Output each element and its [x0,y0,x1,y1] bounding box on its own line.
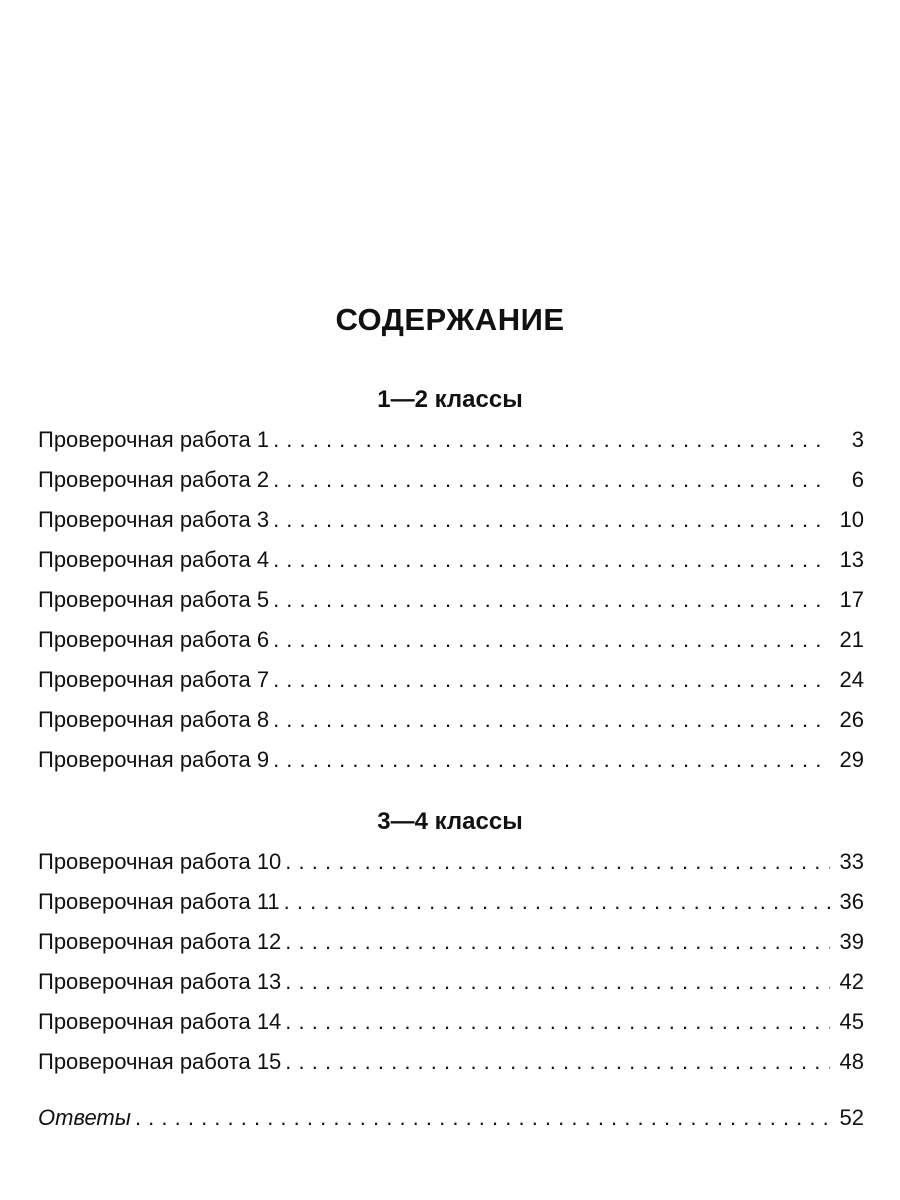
toc-entry-page: 26 [839,707,864,732]
dot-leader [273,587,830,613]
toc-entry-label: Ответы [38,1105,131,1130]
section-heading-grades-1-2: 1—2 классы [377,386,523,413]
dot-leader [285,929,830,955]
toc-entry[interactable] [38,849,864,889]
toc-title: СОДЕРЖАНИЕ [335,302,565,337]
toc-entry-page: 48 [839,1049,864,1074]
toc-entry-answers[interactable] [38,1105,864,1145]
toc-entry-label: Проверочная работа 8 [38,707,270,732]
toc-entry[interactable] [38,467,864,507]
toc-entry-page: 13 [839,547,864,572]
toc-entry[interactable] [38,667,864,707]
dot-leader [273,507,830,533]
dot-leader [285,969,830,995]
toc-entry-label: Проверочная работа 9 [38,747,270,772]
toc-entry-label: Проверочная работа 3 [38,507,270,532]
dot-leader [284,889,830,915]
toc-entry-page: 52 [839,1105,864,1130]
toc-entry-page: 33 [839,849,864,874]
toc-entry[interactable] [38,889,864,929]
toc-entry-page: 17 [839,587,864,612]
toc-entry[interactable] [38,1049,864,1089]
toc-entry-page: 3 [851,427,864,452]
section-heading-grades-3-4: 3—4 классы [377,808,523,835]
toc-entry[interactable] [38,969,864,1009]
toc-entry-label: Проверочная работа 15 [38,1049,282,1074]
toc-entry-label: Проверочная работа 7 [38,667,270,692]
toc-entry-label: Проверочная работа 10 [38,849,282,874]
toc-entry-label: Проверочная работа 14 [38,1009,282,1034]
dot-leader [273,467,830,493]
toc-entry-label: Проверочная работа 13 [38,969,282,994]
dot-leader [285,1009,830,1035]
toc-entry-page: 6 [851,467,864,492]
dot-leader [273,707,830,733]
toc-entry[interactable] [38,547,864,587]
toc-entry-page: 10 [839,507,864,532]
toc-entry[interactable] [38,587,864,627]
dot-leader [273,747,830,773]
dot-leader [273,427,830,453]
toc-entry-label: Проверочная работа 4 [38,547,270,572]
toc-entry-page: 42 [839,969,864,994]
toc-entry-page: 36 [839,889,864,914]
dot-leader [135,1105,830,1131]
toc-entry[interactable] [38,1009,864,1049]
toc-entry-label: Проверочная работа 1 [38,427,270,452]
toc-entry[interactable] [38,427,864,467]
dot-leader [273,667,830,693]
toc-entry-label: Проверочная работа 2 [38,467,270,492]
toc-entry-page: 24 [839,667,864,692]
toc-entry-label: Проверочная работа 6 [38,627,270,652]
dot-leader [285,849,830,875]
toc-entry[interactable] [38,929,864,969]
toc-entry[interactable] [38,627,864,667]
dot-leader [273,547,830,573]
toc-entry-page: 21 [839,627,864,652]
toc-entry-page: 29 [839,747,864,772]
dot-leader [285,1049,830,1075]
toc-entry-label: Проверочная работа 5 [38,587,270,612]
toc-list-grades-1-2 [38,427,864,787]
toc-entry[interactable] [38,507,864,547]
toc-entry[interactable] [38,707,864,747]
toc-list-answers [38,1105,864,1145]
toc-entry-page: 45 [839,1009,864,1034]
toc-entry-label: Проверочная работа 11 [38,889,280,914]
toc-list-grades-3-4 [38,849,864,1089]
toc-entry-page: 39 [839,929,864,954]
toc-entry-label: Проверочная работа 12 [38,929,282,954]
toc-entry[interactable] [38,747,864,787]
dot-leader [273,627,830,653]
